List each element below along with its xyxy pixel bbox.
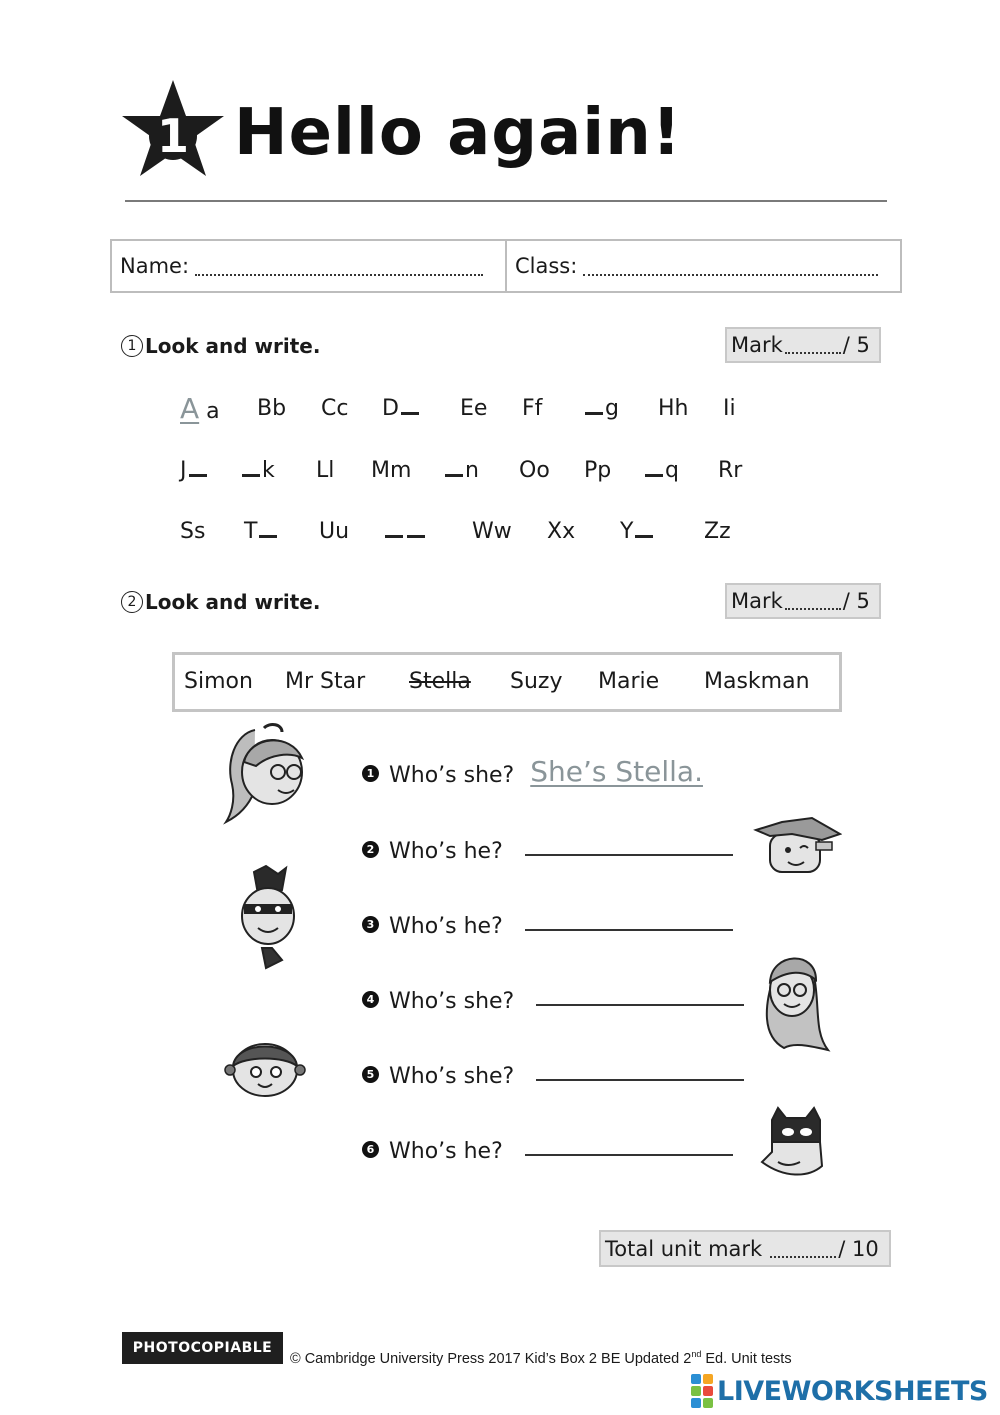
alphabet-item[interactable]: Y <box>620 519 655 544</box>
section1-number: 1 <box>121 335 143 357</box>
example-answer-letter: A <box>180 392 200 425</box>
question-text: Who’s he? <box>389 914 503 939</box>
alphabet-item: Mm <box>371 458 412 483</box>
letter-blank[interactable] <box>645 464 663 477</box>
question-number: 1 <box>362 765 379 782</box>
alphabet-item: Ww <box>472 519 512 544</box>
question-row-4 <box>362 974 744 1014</box>
letter-blank[interactable] <box>401 402 419 415</box>
letter-blank[interactable] <box>385 525 403 538</box>
alphabet-item: Ii <box>723 396 736 421</box>
question-row-5 <box>362 1049 744 1089</box>
simon-face-icon <box>752 816 842 876</box>
letter-blank[interactable] <box>189 464 207 477</box>
letter-blank[interactable] <box>242 464 260 477</box>
example-answer: She’s Stella. <box>530 755 703 788</box>
liveworksheets-brand: LIVEWORKSHEETS <box>717 1375 988 1407</box>
page-title: Hello again! <box>234 96 682 170</box>
suzy-face-icon <box>224 1036 306 1100</box>
copyright-sup: nd <box>691 1349 702 1359</box>
name-option: Maskman <box>704 669 810 694</box>
question-number: 4 <box>362 991 379 1008</box>
question-row-1 <box>362 748 703 788</box>
question-row-6 <box>362 1124 733 1164</box>
title-divider <box>125 200 887 202</box>
alphabet-item: Rr <box>718 458 743 483</box>
copyright-end: Ed. Unit tests <box>701 1350 792 1367</box>
name-field[interactable] <box>195 256 483 276</box>
photocopiable-badge: PHOTOCOPIABLE <box>122 1332 283 1364</box>
alphabet-item: Bb <box>257 396 287 421</box>
alphabet-item[interactable]: g <box>583 396 619 421</box>
alphabet-item: Cc <box>321 396 349 421</box>
total-mark-label: Total unit mark <box>605 1236 763 1261</box>
question-text: Who’s she? <box>389 1064 515 1089</box>
section1-heading <box>121 334 320 358</box>
alphabet-item[interactable]: T <box>244 519 279 544</box>
alphabet-item: Hh <box>658 396 689 421</box>
section2-heading-text: Look and write. <box>145 590 321 614</box>
answer-line[interactable] <box>536 1003 744 1006</box>
section2-mark-label: Mark <box>731 589 783 613</box>
name-option: Mr Star <box>285 669 366 694</box>
question-number: 2 <box>362 841 379 858</box>
alphabet-item: Zz <box>704 519 731 544</box>
mr-star-face-icon <box>232 864 304 974</box>
alphabet-item: Oo <box>519 458 550 483</box>
letter-blank[interactable] <box>445 464 463 477</box>
alphabet-item: Ff <box>522 396 543 421</box>
name-label: Name: <box>120 254 190 278</box>
alphabet-item: Uu <box>319 519 350 544</box>
names-word-box <box>172 652 842 712</box>
question-text: Who’s he? <box>389 1139 503 1164</box>
name-cell <box>112 241 505 291</box>
class-label: Class: <box>515 254 578 278</box>
section2-mark-total: / 5 <box>842 589 870 613</box>
question-number: 5 <box>362 1066 379 1083</box>
answer-line[interactable] <box>525 1153 733 1156</box>
question-number: 6 <box>362 1141 379 1158</box>
question-text: Who’s he? <box>389 839 503 864</box>
maskman-face-icon <box>758 1106 834 1180</box>
name-option: Suzy <box>510 669 563 694</box>
alphabet-item[interactable]: k <box>240 458 275 483</box>
name-option: Marie <box>598 669 660 694</box>
liveworksheets-logo[interactable] <box>691 1375 988 1407</box>
alphabet-item: Xx <box>547 519 576 544</box>
section1-mark-label: Mark <box>731 333 783 357</box>
section2-mark-box <box>725 583 881 619</box>
student-info-box <box>110 239 902 293</box>
alphabet-item[interactable]: A a <box>180 392 220 425</box>
copyright-text <box>290 1349 792 1367</box>
alphabet-item[interactable] <box>383 519 427 544</box>
liveworksheets-logo-icon <box>691 1374 713 1408</box>
alphabet-item[interactable]: q <box>643 458 679 483</box>
answer-line[interactable] <box>525 928 733 931</box>
total-mark-field[interactable] <box>770 1240 836 1258</box>
letter-blank[interactable] <box>585 402 603 415</box>
stella-face-icon <box>220 722 310 826</box>
section2-number: 2 <box>121 591 143 613</box>
copyright-main: © Cambridge University Press 2017 Kid’s Box 2 BE Updated 2 <box>290 1350 692 1367</box>
letter-blank[interactable] <box>635 525 653 538</box>
alphabet-item[interactable]: J <box>180 458 209 483</box>
class-cell <box>505 241 900 291</box>
question-number: 3 <box>362 916 379 933</box>
letter-blank[interactable] <box>407 525 425 538</box>
section1-mark-box <box>725 327 881 363</box>
alphabet-item[interactable]: n <box>443 458 479 483</box>
marie-face-icon <box>754 946 834 1052</box>
question-text: Who’s she? <box>389 763 515 788</box>
unit-number: 1 <box>156 109 189 163</box>
section1-heading-text: Look and write. <box>145 334 321 358</box>
alphabet-item: Ee <box>460 396 488 421</box>
name-option-struck: Stella <box>409 669 471 694</box>
section1-mark-field[interactable] <box>785 336 841 354</box>
answer-line[interactable] <box>536 1078 744 1081</box>
question-row-2 <box>362 824 733 864</box>
section1-mark-total: / 5 <box>842 333 870 357</box>
total-mark-value: / 10 <box>838 1236 879 1261</box>
answer-line[interactable] <box>525 853 733 856</box>
total-mark-box <box>599 1230 891 1267</box>
question-row-3 <box>362 899 733 939</box>
alphabet-item: Ss <box>180 519 206 544</box>
section2-mark-field[interactable] <box>785 592 841 610</box>
question-text: Who’s she? <box>389 989 515 1014</box>
letter-blank[interactable] <box>259 525 277 538</box>
name-option: Simon <box>184 669 253 694</box>
class-field[interactable] <box>583 256 878 276</box>
section2-heading <box>121 590 320 614</box>
alphabet-item[interactable]: D <box>382 396 421 421</box>
alphabet-item: Ll <box>316 458 335 483</box>
alphabet-item: Pp <box>584 458 612 483</box>
